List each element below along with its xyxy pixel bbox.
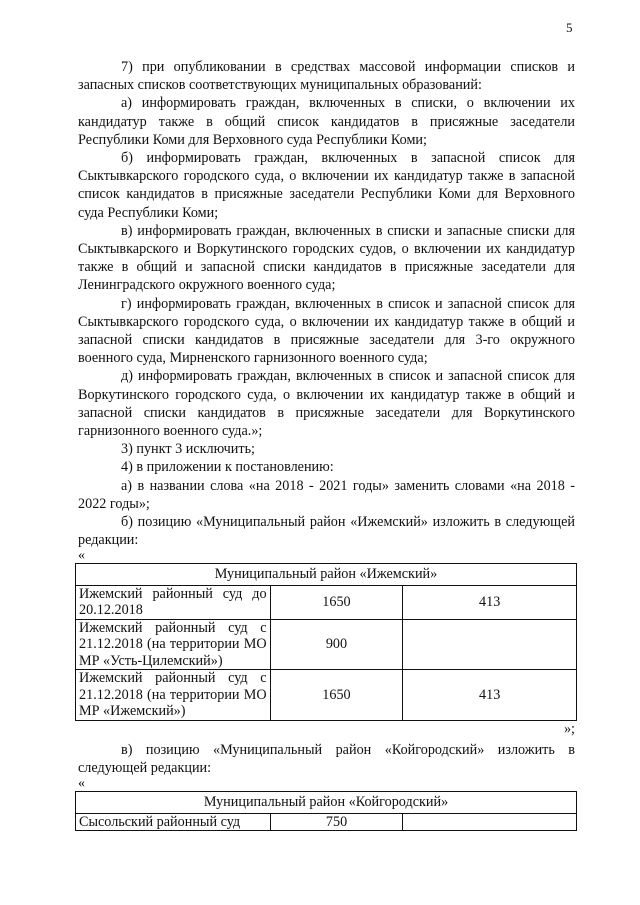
main-list-cell: 1650 [270,585,403,619]
paragraph-subitem-b: б) информировать граждан, включенных в запасной список для Сыктывкарского городского суда, о включении их кандидатур также в запасной список кандидатов в присяжные заседатели Республики Коми для Верховного суда Республики Коми; [78,150,575,221]
table-izhma [75,563,577,721]
main-list-cell: 900 [270,619,403,670]
paragraph-subitem-v: в) информировать граждан, включенных в списки и запасные списки для Сыктывкарского и Воркутинского городских судов, о включении их кандидатур также в общий и запасной списки кандидатов в присяжные заседатели для Ленинградского окружного военного суда; [78,222,575,294]
paragraph-item-4: 4) в приложении к постановлению: [121,459,334,476]
court-name-cell: Сысольский районный суд [76,813,271,831]
table-header-row [76,564,577,586]
reserve-list-cell [403,813,577,831]
table-row [76,670,577,721]
paragraph-item-3: 3) пункт 3 исключить; [121,441,255,458]
closing-quote: »; [563,720,575,737]
court-name-cell: Ижемский районный суд с 21.12.2018 (на территории МО МР «Ижемский») [76,670,271,721]
opening-quote: « [78,776,85,792]
table-header: Муниципальный район «Койгородский» [76,792,577,814]
paragraph-item-4v: в) позицию «Муниципальный район «Койгородский» изложить в следующей редакции: [78,741,575,777]
main-list-cell: 750 [270,813,403,831]
table-koygorodok [75,791,577,831]
opening-quote: « [78,548,85,564]
table-header-row [76,792,577,814]
table-row [76,813,577,831]
page-number: 5 [566,20,573,35]
court-name-cell: Ижемский районный суд с 21.12.2018 (на территории МО МР «Усть-Цилемский») [76,619,271,670]
court-name-cell: Ижемский районный суд до 20.12.2018 [76,585,271,619]
reserve-list-cell: 413 [403,670,577,721]
paragraph-item-4a: а) в названии слова «на 2018 - 2021 годы» заменить словами «на 2018 - 2022 годы»; [78,477,575,512]
paragraph-item-4b: б) позицию «Муниципальный район «Ижемский» изложить в следующей редакции: [78,514,575,549]
paragraph-subitem-g: г) информировать граждан, включенных в список и запасной список для Сыктывкарского городского суда, о включении их кандидатур также в общий и запасной списки кандидатов в присяжные заседатели для 3-го окружного военного суда, Мирненского гарнизонного военного суда; [78,295,575,367]
table-row [76,619,577,670]
table-row [76,585,577,619]
paragraph-subitem-a: а) информировать граждан, включенных в списки, о включении их кандидатур также в общий список кандидатов в присяжные заседатели Республики Коми для Верховного суда Республики Коми; [78,95,575,148]
paragraph-item-7: 7) при опубликовании в средствах массовой информации списков и запасных списков соответствующих муниципальных образований: [78,59,575,94]
paragraph-subitem-d: д) информировать граждан, включенных в список и запасной список для Воркутинского городского суда, о включении их кандидатур также в общий и запасной списки кандидатов в присяжные заседатели для Воркутинского гарнизонного военного суда.»; [78,368,575,440]
reserve-list-cell: 413 [403,585,577,619]
table-header: Муниципальный район «Ижемский» [76,564,577,586]
reserve-list-cell [403,619,577,670]
document-body [78,58,575,831]
main-list-cell: 1650 [270,670,403,721]
